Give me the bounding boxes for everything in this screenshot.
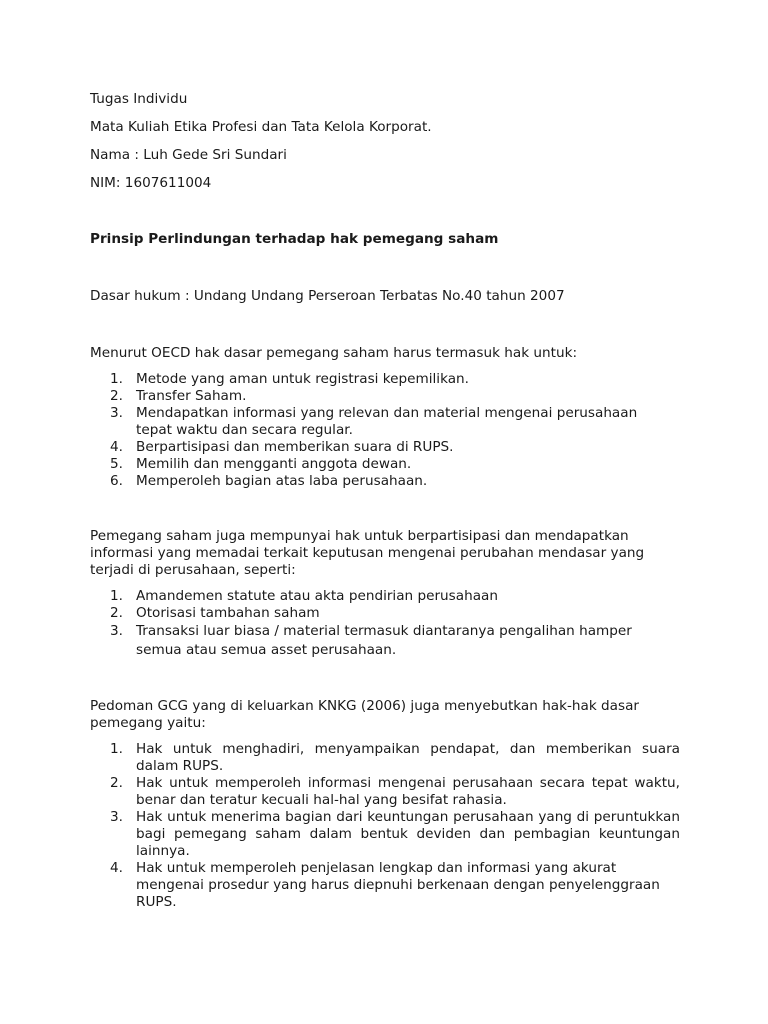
section2-list	[90, 588, 680, 660]
section3-intro: Pedoman GCG yang di keluarkan KNKG (2006) juga menyebutkan hak-hak dasar pemegang yaitu:	[90, 698, 640, 731]
legal-basis: Dasar hukum : Undang Undang Perseroan Terbatas No.40 tahun 2007	[90, 288, 565, 304]
list-item	[90, 405, 680, 439]
list-number: 6.	[110, 473, 123, 489]
section1-list	[90, 371, 680, 490]
document-title: Prinsip Perlindungan terhadap hak pemegang saham	[90, 231, 499, 247]
list-number: 2.	[110, 775, 123, 791]
section1-intro: Menurut OECD hak dasar pemegang saham harus termasuk hak untuk:	[90, 345, 578, 361]
list-item	[90, 473, 680, 490]
list-item	[90, 775, 680, 809]
list-item	[90, 622, 680, 660]
list-text: Memilih dan mengganti anggota dewan.	[136, 456, 412, 472]
list-number: 4.	[110, 860, 123, 876]
list-item	[90, 809, 680, 860]
list-item	[90, 456, 680, 473]
list-text: Metode yang aman untuk registrasi kepemilikan.	[136, 371, 469, 387]
list-item	[90, 860, 680, 911]
list-number: 1.	[110, 371, 123, 387]
list-item	[90, 439, 680, 456]
list-item	[90, 588, 680, 605]
course-name: Mata Kuliah Etika Profesi dan Tata Kelola Korporat.	[90, 119, 432, 135]
list-text: Mendapatkan informasi yang relevan dan material mengenai perusahaan tepat waktu dan secara regular.	[136, 405, 638, 438]
list-item	[90, 741, 680, 775]
list-number: 4.	[110, 439, 123, 455]
list-text: Berpartisipasi dan memberikan suara di RUPS.	[136, 439, 454, 455]
section3-list	[90, 741, 680, 911]
document-page	[90, 90, 680, 911]
list-text: Hak untuk menerima bagian dari keuntungan perusahaan yang di peruntukkan bagi pemegang saham dalam bentuk deviden dan pembagian keuntungan lainnya.	[136, 809, 680, 859]
list-text: Transaksi luar biasa / material termasuk diantaranya pengalihan hamper semua atau semua asset perusahaan.	[136, 623, 632, 658]
list-item	[90, 388, 680, 405]
list-number: 2.	[110, 605, 123, 621]
list-text: Amandemen statute atau akta pendirian perusahaan	[136, 588, 498, 604]
list-number: 3.	[110, 405, 123, 421]
student-id: NIM: 1607611004	[90, 175, 212, 191]
list-number: 5.	[110, 456, 123, 472]
list-item	[90, 371, 680, 388]
list-number: 3.	[110, 809, 123, 825]
list-text: Transfer Saham.	[136, 388, 247, 404]
list-number: 3.	[110, 623, 123, 639]
list-number: 1.	[110, 588, 123, 604]
list-text: Hak untuk menghadiri, menyampaikan pendapat, dan memberikan suara dalam RUPS.	[136, 741, 680, 774]
list-item	[90, 605, 680, 622]
list-number: 1.	[110, 741, 123, 757]
list-text: Hak untuk memperoleh penjelasan lengkap dan informasi yang akurat mengenai prosedur yang harus diepnuhi berkenaan dengan penyelenggraan RUPS.	[136, 860, 660, 910]
list-text: Hak untuk memperoleh informasi mengenai perusahaan secara tepat waktu, benar dan teratur kecuali hal-hal yang besifat rahasia.	[136, 775, 680, 808]
student-name: Nama : Luh Gede Sri Sundari	[90, 147, 287, 163]
list-number: 2.	[110, 388, 123, 404]
list-text: Memperoleh bagian atas laba perusahaan.	[136, 473, 428, 489]
assignment-type: Tugas Individu	[90, 91, 188, 107]
section2-intro: Pemegang saham juga mempunyai hak untuk berpartisipasi dan mendapatkan informasi yang memadai terkait keputusan mengenai perubahan mendasar yang terjadi di perusahaan, seperti:	[90, 528, 645, 578]
list-text: Otorisasi tambahan saham	[136, 605, 320, 621]
